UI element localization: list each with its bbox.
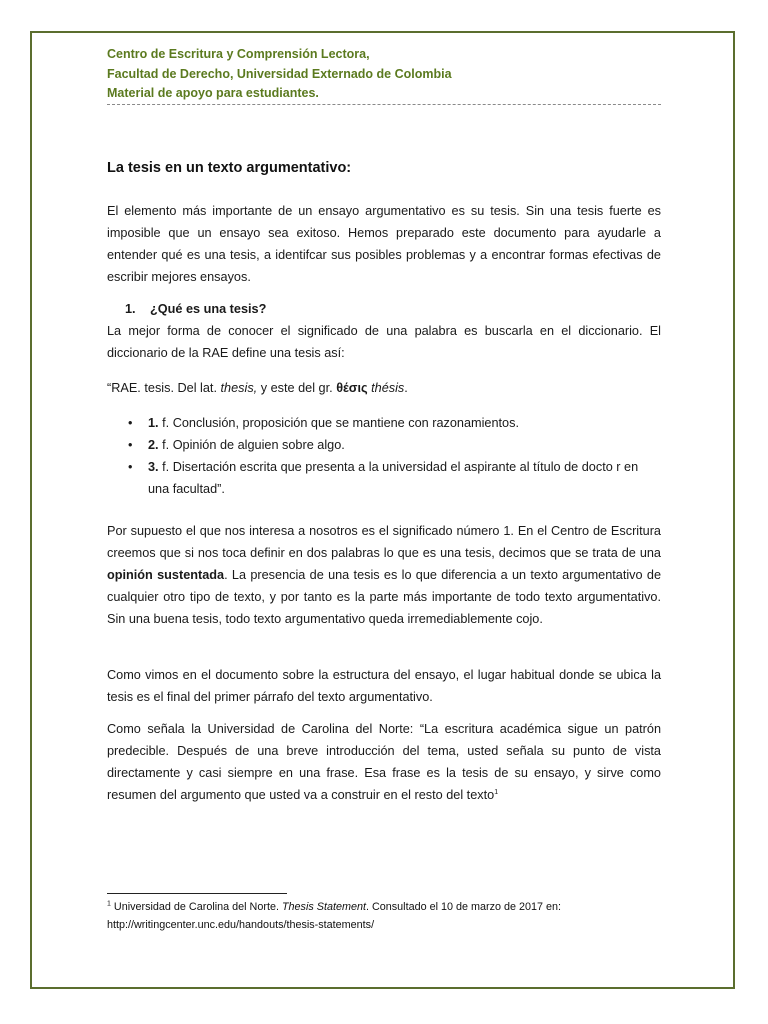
document-header [107, 45, 661, 104]
header-divider [107, 104, 661, 106]
header-line-2: Facultad de Derecho, Universidad Externado de Colombia [107, 66, 452, 81]
bullet-icon: • [128, 460, 133, 474]
footnote-separator [107, 893, 287, 894]
quote-paragraph: Como señala la Universidad de Carolina del Norte: “La escritura académica sigue un patrón predecible. Después de una breve introducción del tema, usted señala su punto de vista directamente y casi siempre en una frase. Esa frase es la tesis de su ensayo, y sirve como resumen del argumento que usted va a construir en el resto del texto$^1$ [107, 722, 661, 802]
definition-number: 1. [148, 416, 159, 430]
definition-number: 2. [148, 438, 159, 452]
section-heading [125, 300, 655, 318]
section-heading-text: ¿Qué es una tesis? [150, 302, 267, 316]
definition-text: f. Opinión de alguien sobre algo. [158, 438, 345, 452]
rae-lead: “RAE. tesis. Del lat. [107, 381, 221, 395]
header-line-1: Centro de Escritura y Comprensión Lectora, [107, 47, 370, 61]
bold-phrase: opinión sustentada [107, 568, 225, 582]
footnote-ref[interactable]: 1 [494, 788, 499, 796]
page-title: La tesis en un texto argumentativo: [107, 160, 352, 176]
footnote-title: Thesis Statement [281, 901, 366, 913]
section-number: 1. [125, 302, 136, 316]
rae-end: . [404, 381, 408, 395]
location-paragraph: Como vimos en el documento sobre la estructura del ensayo, el lugar habitual donde se ubica la tesis es el final del primer párrafo del texto argumentativo. [107, 668, 661, 704]
list-item [107, 434, 661, 456]
bullet-icon: • [128, 438, 133, 452]
rae-mid: y este del gr. [257, 381, 337, 395]
header-line-3: Material de apoyo para estudiantes. [107, 86, 319, 100]
footnote-url[interactable]: http://writingcenter.unc.edu/handouts/thesis-statements/ [107, 919, 375, 931]
footnote: $^1$ Universidad de Carolina del Norte. Thesis Statement. Consultado el 10 de marzo de 2017 en: http://writingcenter.unc.edu/handouts/thesis-statements/ [107, 900, 562, 931]
list-item [107, 412, 661, 434]
rae-thesis-translit: thésis [371, 381, 405, 395]
list-item [107, 456, 661, 500]
rae-greek: θέσις [336, 381, 368, 395]
dictionary-paragraph: La mejor forma de conocer el significado de una palabra es buscarla en el diccionario. El diccionario de la RAE define una tesis así: [107, 324, 661, 360]
definition-number: 3. [148, 460, 159, 474]
footnote-number: 1 [107, 900, 111, 908]
bullet-icon: • [128, 416, 133, 430]
meaning-paragraph: Por supuesto el que nos interesa a nosotros es el significado número 1. En el Centro de Escritura creemos que si nos toca definir en dos palabras lo que es una tesis, decimos que se trata de una opinión sustentada. La presencia de una tesis es lo que diferencia a un texto argumentativo de cualquier otro tipo de texto, y por tanto es la parte más importante de todo texto argumentativo. Sin una buena tesis, todo texto argumentativo queda irremediablemente cojo. [107, 524, 661, 626]
intro-paragraph: El elemento más importante de un ensayo argumentativo es su tesis. Sin una tesis fuerte es imposible que un ensayo sea exitoso. Hemos preparado este documento para ayudarle a entender qué es una tesis, a identifcar sus posibles problemas y a encontrar formas efectivas de escribir mejores ensayos. [107, 204, 661, 284]
rae-thesis: thesis, [220, 381, 258, 395]
definition-text: f. Conclusión, proposición que se mantiene con razonamientos. [158, 416, 519, 430]
definition-text: f. Disertación escrita que presenta a la universidad el aspirante al título de docto r en una facultad”. [148, 460, 639, 496]
rae-citation [107, 377, 661, 399]
definitions-list [107, 412, 661, 500]
